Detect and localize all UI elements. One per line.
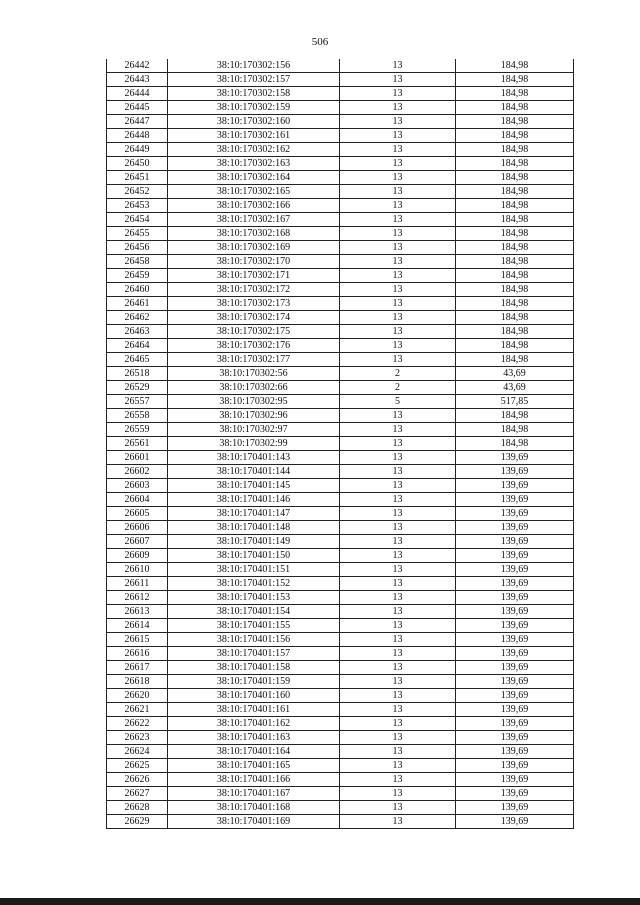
table-row [107, 129, 574, 143]
table-row [107, 311, 574, 325]
cadastral-number-cell: 38:10:170401:156 [168, 633, 340, 647]
record-number-cell: 26442 [107, 59, 168, 73]
table-row [107, 549, 574, 563]
cadastral-number-cell: 38:10:170401:158 [168, 661, 340, 675]
count-cell: 13 [340, 745, 456, 759]
cadastral-number-cell: 38:10:170401:162 [168, 717, 340, 731]
cadastral-number-cell: 38:10:170302:156 [168, 59, 340, 73]
record-number-cell: 26610 [107, 563, 168, 577]
record-number-cell: 26606 [107, 521, 168, 535]
amount-cell: 184,98 [456, 283, 574, 297]
record-number-cell: 26604 [107, 493, 168, 507]
amount-cell: 184,98 [456, 311, 574, 325]
count-cell: 13 [340, 801, 456, 815]
record-number-cell: 26559 [107, 423, 168, 437]
count-cell: 13 [340, 675, 456, 689]
cadastral-number-cell: 38:10:170302:161 [168, 129, 340, 143]
cadastral-number-cell: 38:10:170401:148 [168, 521, 340, 535]
record-number-cell: 26627 [107, 787, 168, 801]
cadastral-number-cell: 38:10:170401:145 [168, 479, 340, 493]
record-number-cell: 26518 [107, 367, 168, 381]
amount-cell: 184,98 [456, 143, 574, 157]
record-number-cell: 26620 [107, 689, 168, 703]
count-cell: 13 [340, 283, 456, 297]
count-cell: 13 [340, 297, 456, 311]
record-number-cell: 26561 [107, 437, 168, 451]
cadastral-number-cell: 38:10:170401:154 [168, 605, 340, 619]
count-cell: 13 [340, 577, 456, 591]
record-number-cell: 26601 [107, 451, 168, 465]
table-row [107, 241, 574, 255]
cadastral-number-cell: 38:10:170401:150 [168, 549, 340, 563]
record-number-cell: 26612 [107, 591, 168, 605]
cadastral-number-cell: 38:10:170302:171 [168, 269, 340, 283]
count-cell: 5 [340, 395, 456, 409]
table-row [107, 353, 574, 367]
record-number-cell: 26452 [107, 185, 168, 199]
amount-cell: 139,69 [456, 787, 574, 801]
count-cell: 13 [340, 227, 456, 241]
count-cell: 13 [340, 773, 456, 787]
record-number-cell: 26450 [107, 157, 168, 171]
amount-cell: 139,69 [456, 675, 574, 689]
count-cell: 13 [340, 213, 456, 227]
record-number-cell: 26444 [107, 87, 168, 101]
count-cell: 13 [340, 423, 456, 437]
count-cell: 13 [340, 521, 456, 535]
table-row [107, 437, 574, 451]
cadastral-number-cell: 38:10:170302:56 [168, 367, 340, 381]
table-row [107, 619, 574, 633]
cadastral-number-cell: 38:10:170302:167 [168, 213, 340, 227]
amount-cell: 139,69 [456, 479, 574, 493]
count-cell: 13 [340, 605, 456, 619]
count-cell: 13 [340, 185, 456, 199]
table-row [107, 73, 574, 87]
count-cell: 13 [340, 591, 456, 605]
amount-cell: 139,69 [456, 661, 574, 675]
amount-cell: 184,98 [456, 437, 574, 451]
cadastral-number-cell: 38:10:170302:173 [168, 297, 340, 311]
table-row [107, 577, 574, 591]
amount-cell: 184,98 [456, 115, 574, 129]
table-row [107, 409, 574, 423]
table-row [107, 171, 574, 185]
count-cell: 13 [340, 311, 456, 325]
table-row [107, 213, 574, 227]
count-cell: 13 [340, 549, 456, 563]
table-row [107, 493, 574, 507]
amount-cell: 184,98 [456, 87, 574, 101]
amount-cell: 184,98 [456, 353, 574, 367]
table-row [107, 801, 574, 815]
amount-cell: 184,98 [456, 241, 574, 255]
count-cell: 13 [340, 409, 456, 423]
cadastral-number-cell: 38:10:170302:97 [168, 423, 340, 437]
count-cell: 13 [340, 535, 456, 549]
table-row [107, 507, 574, 521]
table-row [107, 703, 574, 717]
amount-cell: 139,69 [456, 815, 574, 829]
amount-cell: 139,69 [456, 493, 574, 507]
amount-cell: 139,69 [456, 647, 574, 661]
amount-cell: 184,98 [456, 297, 574, 311]
record-number-cell: 26622 [107, 717, 168, 731]
table-row [107, 465, 574, 479]
record-number-cell: 26607 [107, 535, 168, 549]
record-number-cell: 26455 [107, 227, 168, 241]
record-number-cell: 26602 [107, 465, 168, 479]
record-number-cell: 26445 [107, 101, 168, 115]
count-cell: 13 [340, 73, 456, 87]
cadastral-number-cell: 38:10:170302:177 [168, 353, 340, 367]
amount-cell: 139,69 [456, 759, 574, 773]
record-number-cell: 26461 [107, 297, 168, 311]
cadastral-number-cell: 38:10:170302:170 [168, 255, 340, 269]
cadastral-number-cell: 38:10:170401:164 [168, 745, 340, 759]
table-row [107, 647, 574, 661]
amount-cell: 184,98 [456, 59, 574, 73]
cadastral-number-cell: 38:10:170302:166 [168, 199, 340, 213]
count-cell: 13 [340, 115, 456, 129]
amount-cell: 517,85 [456, 395, 574, 409]
record-number-cell: 26459 [107, 269, 168, 283]
amount-cell: 184,98 [456, 227, 574, 241]
cadastral-number-cell: 38:10:170401:166 [168, 773, 340, 787]
count-cell: 13 [340, 255, 456, 269]
record-number-cell: 26443 [107, 73, 168, 87]
count-cell: 13 [340, 661, 456, 675]
amount-cell: 184,98 [456, 409, 574, 423]
cadastral-number-cell: 38:10:170302:176 [168, 339, 340, 353]
cadastral-number-cell: 38:10:170401:167 [168, 787, 340, 801]
count-cell: 13 [340, 465, 456, 479]
table-row [107, 535, 574, 549]
record-number-cell: 26463 [107, 325, 168, 339]
count-cell: 13 [340, 101, 456, 115]
record-number-cell: 26448 [107, 129, 168, 143]
cadastral-number-cell: 38:10:170401:147 [168, 507, 340, 521]
amount-cell: 184,98 [456, 213, 574, 227]
record-number-cell: 26454 [107, 213, 168, 227]
count-cell: 13 [340, 353, 456, 367]
registry-table [106, 59, 574, 829]
count-cell: 13 [340, 451, 456, 465]
amount-cell: 139,69 [456, 521, 574, 535]
amount-cell: 139,69 [456, 619, 574, 633]
table-row [107, 297, 574, 311]
record-number-cell: 26603 [107, 479, 168, 493]
table-row [107, 731, 574, 745]
table-row [107, 521, 574, 535]
amount-cell: 184,98 [456, 157, 574, 171]
amount-cell: 139,69 [456, 465, 574, 479]
count-cell: 13 [340, 493, 456, 507]
table-row [107, 255, 574, 269]
table-row [107, 605, 574, 619]
count-cell: 13 [340, 129, 456, 143]
amount-cell: 139,69 [456, 689, 574, 703]
cadastral-number-cell: 38:10:170302:159 [168, 101, 340, 115]
amount-cell: 139,69 [456, 801, 574, 815]
record-number-cell: 26615 [107, 633, 168, 647]
cadastral-number-cell: 38:10:170401:152 [168, 577, 340, 591]
count-cell: 13 [340, 241, 456, 255]
cadastral-number-cell: 38:10:170401:159 [168, 675, 340, 689]
cadastral-number-cell: 38:10:170302:99 [168, 437, 340, 451]
count-cell: 13 [340, 437, 456, 451]
record-number-cell: 26629 [107, 815, 168, 829]
table-row [107, 745, 574, 759]
count-cell: 13 [340, 325, 456, 339]
amount-cell: 139,69 [456, 703, 574, 717]
amount-cell: 139,69 [456, 717, 574, 731]
cadastral-number-cell: 38:10:170401:144 [168, 465, 340, 479]
cadastral-number-cell: 38:10:170302:175 [168, 325, 340, 339]
count-cell: 13 [340, 143, 456, 157]
table-row [107, 423, 574, 437]
count-cell: 13 [340, 815, 456, 829]
cadastral-number-cell: 38:10:170401:163 [168, 731, 340, 745]
record-number-cell: 26618 [107, 675, 168, 689]
record-number-cell: 26624 [107, 745, 168, 759]
record-number-cell: 26625 [107, 759, 168, 773]
count-cell: 13 [340, 619, 456, 633]
count-cell: 13 [340, 59, 456, 73]
record-number-cell: 26529 [107, 381, 168, 395]
table-row [107, 773, 574, 787]
table-row [107, 689, 574, 703]
table-row [107, 633, 574, 647]
record-number-cell: 26464 [107, 339, 168, 353]
cadastral-number-cell: 38:10:170401:161 [168, 703, 340, 717]
count-cell: 13 [340, 507, 456, 521]
record-number-cell: 26449 [107, 143, 168, 157]
amount-cell: 184,98 [456, 185, 574, 199]
cadastral-number-cell: 38:10:170401:151 [168, 563, 340, 577]
amount-cell: 184,98 [456, 423, 574, 437]
record-number-cell: 26458 [107, 255, 168, 269]
table-row [107, 115, 574, 129]
table-row [107, 367, 574, 381]
amount-cell: 184,98 [456, 171, 574, 185]
record-number-cell: 26453 [107, 199, 168, 213]
record-number-cell: 26613 [107, 605, 168, 619]
table-row [107, 591, 574, 605]
cadastral-number-cell: 38:10:170401:155 [168, 619, 340, 633]
amount-cell: 184,98 [456, 255, 574, 269]
table-row [107, 661, 574, 675]
table-row [107, 199, 574, 213]
record-number-cell: 26609 [107, 549, 168, 563]
amount-cell: 184,98 [456, 269, 574, 283]
amount-cell: 139,69 [456, 563, 574, 577]
cadastral-number-cell: 38:10:170302:168 [168, 227, 340, 241]
count-cell: 13 [340, 633, 456, 647]
record-number-cell: 26462 [107, 311, 168, 325]
cadastral-number-cell: 38:10:170401:168 [168, 801, 340, 815]
amount-cell: 43,69 [456, 367, 574, 381]
count-cell: 13 [340, 339, 456, 353]
cadastral-number-cell: 38:10:170302:66 [168, 381, 340, 395]
count-cell: 13 [340, 689, 456, 703]
amount-cell: 139,69 [456, 633, 574, 647]
cadastral-number-cell: 38:10:170302:95 [168, 395, 340, 409]
cadastral-number-cell: 38:10:170401:146 [168, 493, 340, 507]
count-cell: 13 [340, 199, 456, 213]
count-cell: 2 [340, 381, 456, 395]
table-row [107, 479, 574, 493]
record-number-cell: 26451 [107, 171, 168, 185]
record-number-cell: 26623 [107, 731, 168, 745]
amount-cell: 184,98 [456, 129, 574, 143]
amount-cell: 139,69 [456, 549, 574, 563]
cadastral-number-cell: 38:10:170401:143 [168, 451, 340, 465]
count-cell: 13 [340, 717, 456, 731]
amount-cell: 139,69 [456, 535, 574, 549]
table-row [107, 675, 574, 689]
table-row [107, 339, 574, 353]
cadastral-number-cell: 38:10:170302:165 [168, 185, 340, 199]
count-cell: 13 [340, 759, 456, 773]
page-number: 506 [311, 36, 329, 48]
cadastral-number-cell: 38:10:170302:157 [168, 73, 340, 87]
table-row [107, 143, 574, 157]
record-number-cell: 26460 [107, 283, 168, 297]
count-cell: 13 [340, 703, 456, 717]
cadastral-number-cell: 38:10:170401:160 [168, 689, 340, 703]
count-cell: 13 [340, 563, 456, 577]
amount-cell: 139,69 [456, 591, 574, 605]
record-number-cell: 26626 [107, 773, 168, 787]
record-number-cell: 26605 [107, 507, 168, 521]
table-row [107, 325, 574, 339]
table-row [107, 283, 574, 297]
amount-cell: 139,69 [456, 605, 574, 619]
table-row [107, 395, 574, 409]
count-cell: 13 [340, 171, 456, 185]
table-row [107, 451, 574, 465]
table-row [107, 717, 574, 731]
table-row [107, 269, 574, 283]
cadastral-number-cell: 38:10:170302:163 [168, 157, 340, 171]
count-cell: 13 [340, 787, 456, 801]
table-row [107, 101, 574, 115]
cadastral-number-cell: 38:10:170401:165 [168, 759, 340, 773]
record-number-cell: 26456 [107, 241, 168, 255]
record-number-cell: 26621 [107, 703, 168, 717]
amount-cell: 184,98 [456, 101, 574, 115]
amount-cell: 184,98 [456, 339, 574, 353]
cadastral-number-cell: 38:10:170302:172 [168, 283, 340, 297]
table-row [107, 185, 574, 199]
record-number-cell: 26557 [107, 395, 168, 409]
record-number-cell: 26465 [107, 353, 168, 367]
amount-cell: 139,69 [456, 507, 574, 521]
count-cell: 13 [340, 647, 456, 661]
count-cell: 13 [340, 87, 456, 101]
table-row [107, 759, 574, 773]
cadastral-number-cell: 38:10:170401:157 [168, 647, 340, 661]
cadastral-number-cell: 38:10:170302:164 [168, 171, 340, 185]
count-cell: 13 [340, 157, 456, 171]
cadastral-number-cell: 38:10:170401:149 [168, 535, 340, 549]
amount-cell: 184,98 [456, 199, 574, 213]
count-cell: 13 [340, 479, 456, 493]
amount-cell: 43,69 [456, 381, 574, 395]
amount-cell: 139,69 [456, 577, 574, 591]
table-row [107, 815, 574, 829]
record-number-cell: 26611 [107, 577, 168, 591]
table-row [107, 157, 574, 171]
cadastral-number-cell: 38:10:170302:162 [168, 143, 340, 157]
cadastral-number-cell: 38:10:170401:169 [168, 815, 340, 829]
amount-cell: 139,69 [456, 731, 574, 745]
cadastral-number-cell: 38:10:170302:158 [168, 87, 340, 101]
registry-table-body [107, 59, 574, 829]
record-number-cell: 26614 [107, 619, 168, 633]
table-row [107, 87, 574, 101]
count-cell: 13 [340, 731, 456, 745]
scan-edge-strip [0, 898, 640, 905]
record-number-cell: 26616 [107, 647, 168, 661]
cadastral-number-cell: 38:10:170302:96 [168, 409, 340, 423]
cadastral-number-cell: 38:10:170302:160 [168, 115, 340, 129]
amount-cell: 139,69 [456, 451, 574, 465]
amount-cell: 184,98 [456, 325, 574, 339]
record-number-cell: 26447 [107, 115, 168, 129]
amount-cell: 184,98 [456, 73, 574, 87]
count-cell: 2 [340, 367, 456, 381]
record-number-cell: 26628 [107, 801, 168, 815]
amount-cell: 139,69 [456, 773, 574, 787]
cadastral-number-cell: 38:10:170302:174 [168, 311, 340, 325]
amount-cell: 139,69 [456, 745, 574, 759]
cadastral-number-cell: 38:10:170401:153 [168, 591, 340, 605]
record-number-cell: 26558 [107, 409, 168, 423]
table-row [107, 787, 574, 801]
record-number-cell: 26617 [107, 661, 168, 675]
table-row [107, 563, 574, 577]
cadastral-number-cell: 38:10:170302:169 [168, 241, 340, 255]
table-row [107, 59, 574, 73]
count-cell: 13 [340, 269, 456, 283]
table-row [107, 227, 574, 241]
table-row [107, 381, 574, 395]
